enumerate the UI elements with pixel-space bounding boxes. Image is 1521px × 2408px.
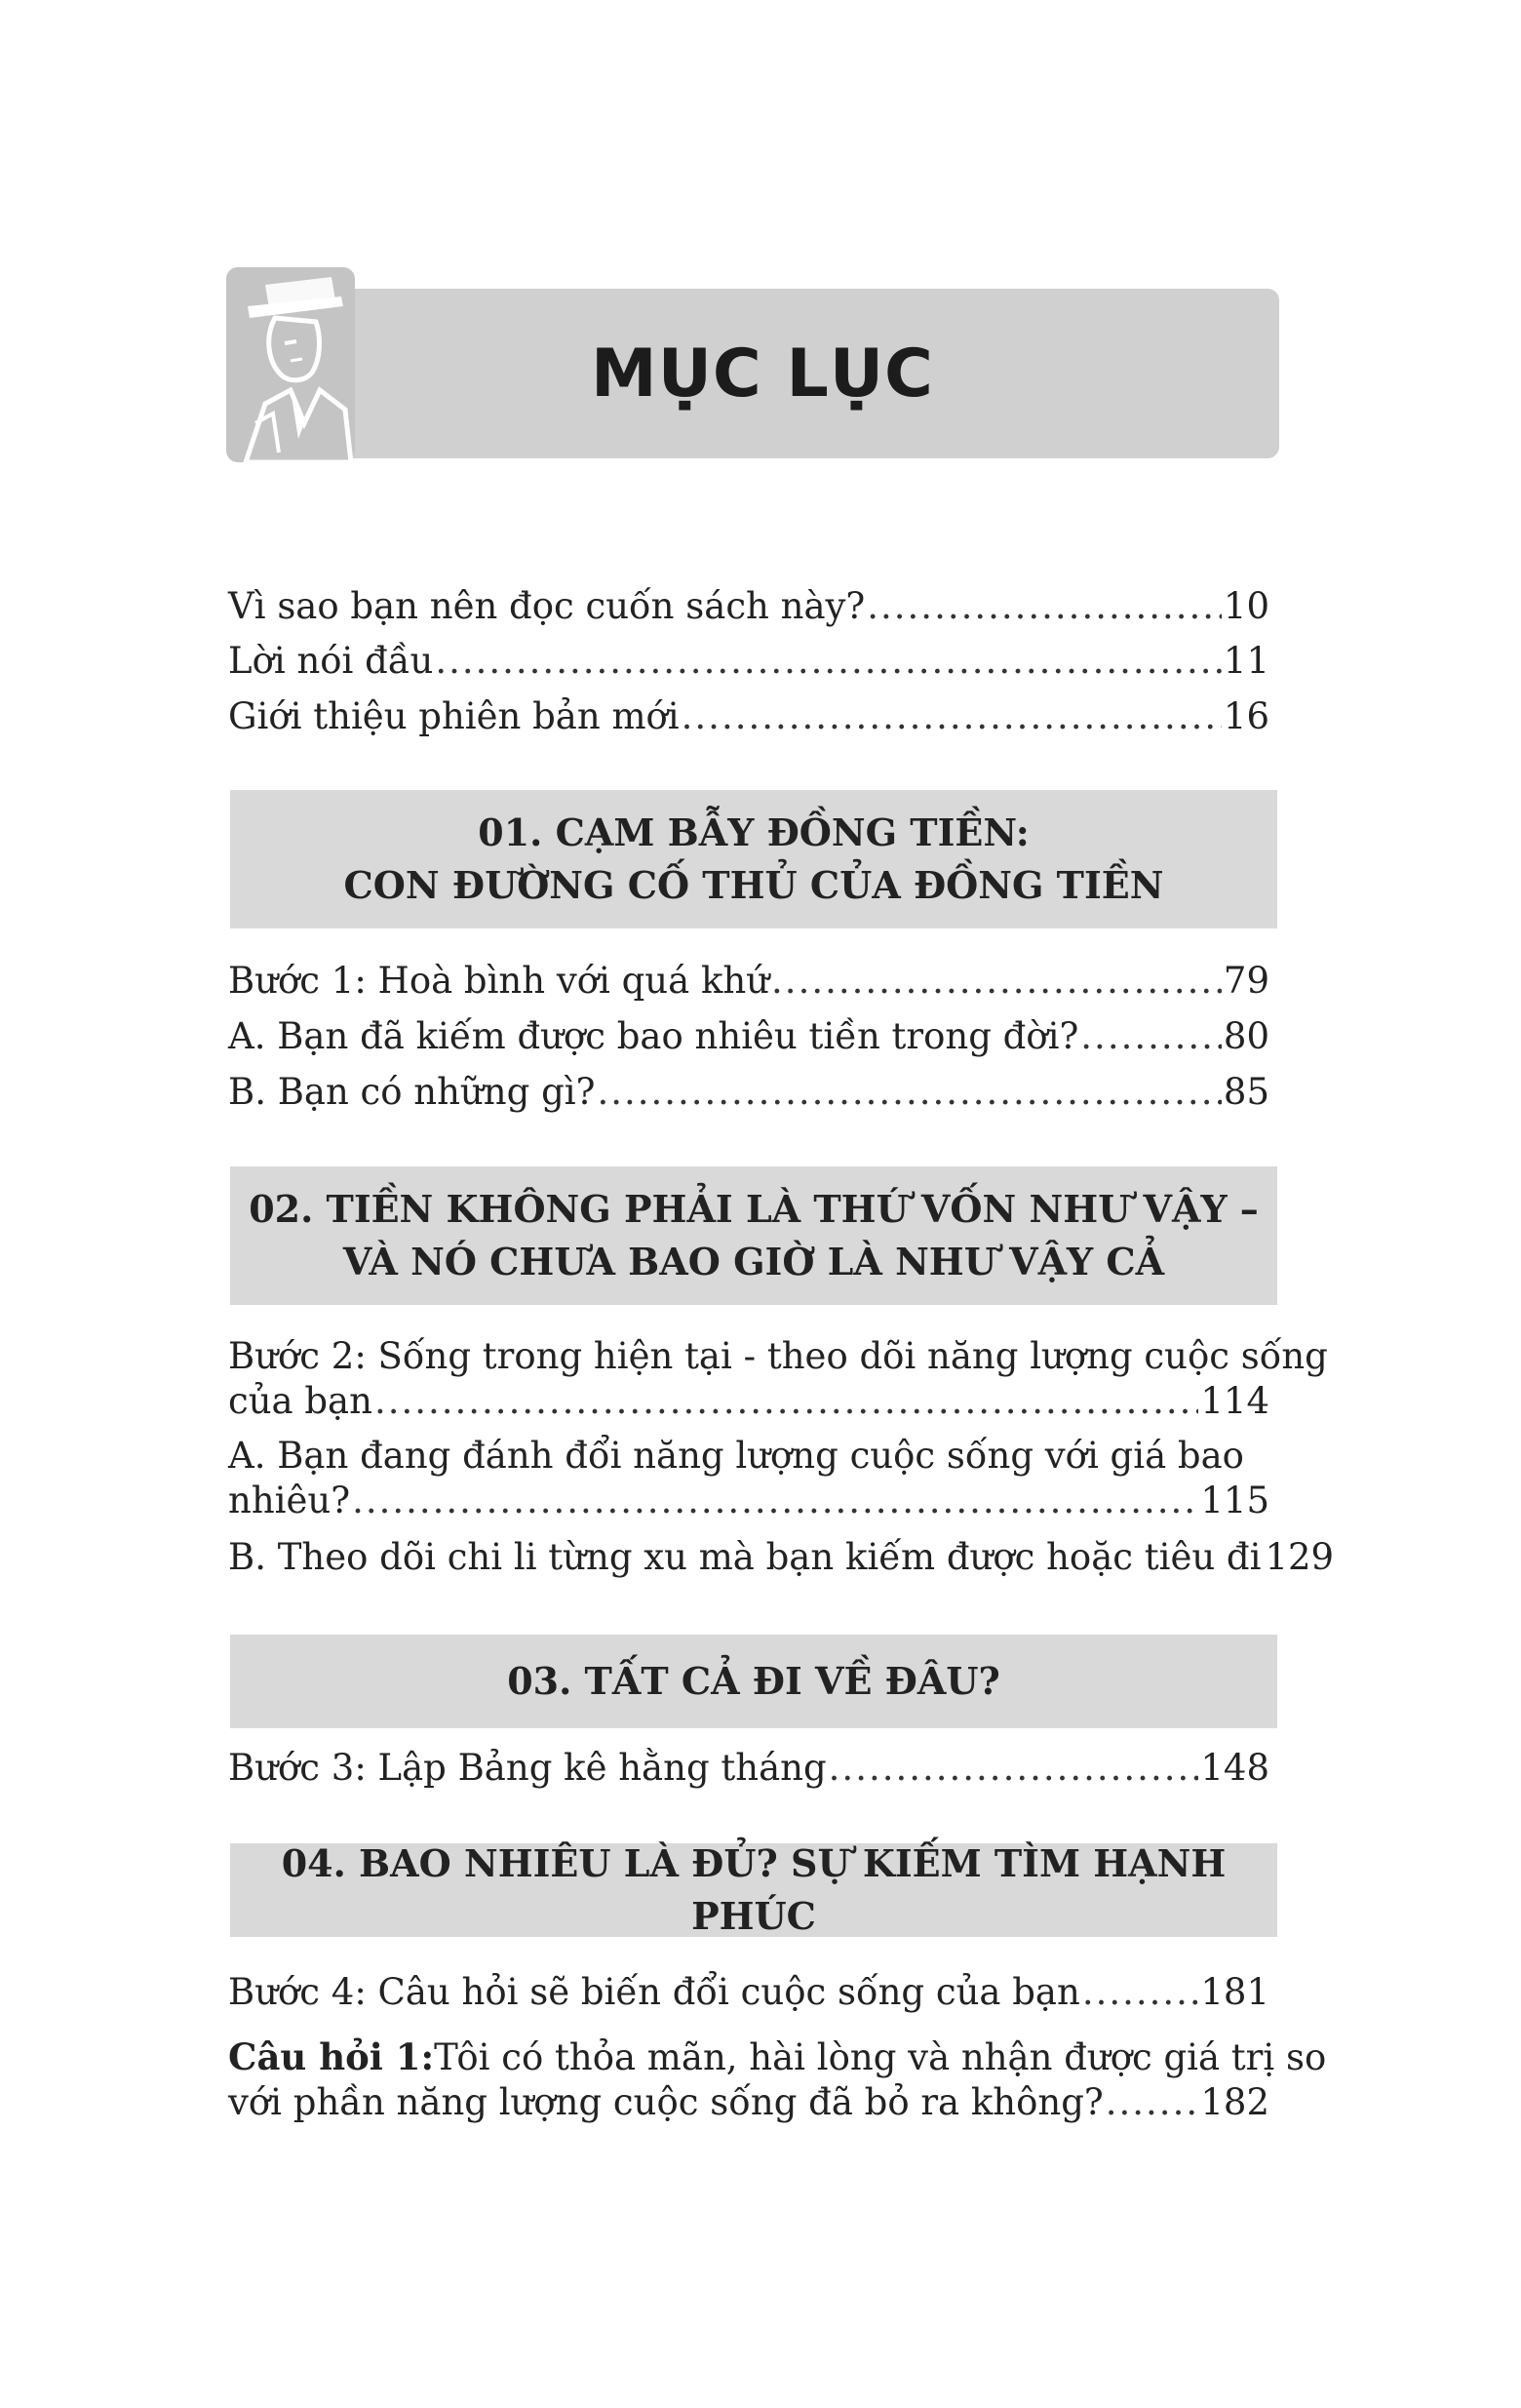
entry-page-number: 181	[1200, 1971, 1269, 2013]
toc-entry[interactable]	[228, 1434, 1269, 1523]
entry-title: Bước 4: Câu hỏi sẽ biến đổi cuộc sống của bạn	[228, 1971, 1080, 2013]
dot-leader	[1082, 1970, 1199, 2015]
entry-title: Vì sao bạn nên đọc cuốn sách này?	[228, 585, 866, 627]
dot-leader	[374, 1379, 1198, 1424]
entry-page-number: 16	[1223, 695, 1269, 737]
entry-page-number: 85	[1223, 1071, 1269, 1113]
dot-leader	[829, 1746, 1199, 1791]
question-label: Câu hỏi 1:	[228, 2035, 435, 2078]
entry-title-first-line: A. Bạn đang đánh đổi năng lượng cuộc sống với giá bao	[228, 1435, 1244, 1477]
toc-entry[interactable]	[228, 2034, 1327, 2125]
entry-page-number: 10	[1223, 585, 1269, 627]
entry-title: của bạn	[228, 1380, 372, 1422]
toc-entry[interactable]	[228, 1070, 1269, 1115]
section-heading-line: 04. BAO NHIÊU LÀ ĐỦ? SỰ KIẾM TÌM HẠNH PHÚC	[281, 1841, 1227, 1938]
toc-entry[interactable]	[228, 1014, 1269, 1059]
entry-title: B. Theo dõi chi li từng xu mà bạn kiếm được hoặc tiêu đi	[228, 1536, 1262, 1578]
section-heading-line: 03. TẤT CẢ ĐI VỀ ĐÂU?	[507, 1659, 1000, 1703]
section-heading-line: 01. CẠM BẪY ĐỒNG TIỀN:	[478, 810, 1030, 854]
dot-leader	[597, 1070, 1221, 1115]
entry-title: Lời nói đầu	[228, 640, 434, 682]
section-heading-line: CON ĐƯỜNG CỐ THỦ CỦA ĐỒNG TIỀN	[343, 863, 1164, 907]
entry-page-number: 79	[1223, 960, 1269, 1002]
entry-title: với phần năng lượng cuộc sống đã bỏ ra không?	[228, 2081, 1104, 2123]
entry-page-number: 182	[1200, 2081, 1269, 2123]
entry-page-number: 11	[1223, 640, 1269, 682]
entry-title: A. Bạn đã kiếm được bao nhiêu tiền trong đời?	[228, 1015, 1079, 1057]
toc-header-banner	[226, 289, 1279, 458]
section-heading-line: VÀ NÓ CHƯA BAO GIỜ LÀ NHƯ VẬY CẢ	[342, 1240, 1165, 1283]
entry-title-first-line: Tôi có thỏa mãn, hài lòng và nhận được giá trị so	[434, 2036, 1327, 2078]
entry-title: Bước 1: Hoà bình với quá khứ	[228, 960, 770, 1002]
toc-entry[interactable]	[228, 1746, 1269, 1791]
toc-entry[interactable]	[228, 694, 1269, 739]
section-heading-02[interactable]	[230, 1166, 1277, 1305]
entry-page-number: 80	[1223, 1015, 1269, 1057]
entry-page-number: 114	[1200, 1380, 1269, 1422]
entry-title: B. Bạn có những gì?	[228, 1071, 596, 1113]
dot-leader	[682, 694, 1222, 739]
dot-leader	[435, 639, 1222, 684]
page-title: MỤC LỤC	[591, 335, 934, 413]
entry-page-number: 115	[1200, 1480, 1269, 1521]
toc-entry[interactable]	[228, 1535, 1335, 1580]
toc-entry[interactable]	[228, 639, 1269, 684]
entry-title: Bước 3: Lập Bảng kê hằng tháng	[228, 1747, 827, 1789]
dot-leader	[771, 959, 1222, 1004]
entry-title-first-line: Bước 2: Sống trong hiện tại - theo dõi năng lượng cuộc sống	[228, 1335, 1328, 1377]
toc-entry[interactable]	[228, 1334, 1328, 1424]
toc-entry[interactable]	[228, 959, 1269, 1004]
dot-leader	[352, 1479, 1198, 1523]
dot-leader	[1080, 1014, 1222, 1059]
entry-title: nhiêu?	[228, 1480, 351, 1521]
entry-page-number: 148	[1200, 1747, 1269, 1789]
section-heading-04[interactable]	[230, 1843, 1277, 1937]
section-heading-01[interactable]	[230, 790, 1277, 928]
section-heading-03[interactable]	[230, 1635, 1277, 1728]
dot-leader	[1106, 2080, 1199, 2125]
dot-leader	[867, 584, 1222, 629]
toc-entry[interactable]	[228, 1970, 1269, 2015]
section-heading-line: 02. TIỀN KHÔNG PHẢI LÀ THỨ VỐN NHƯ VẬY –	[249, 1187, 1259, 1231]
entry-title: Giới thiệu phiên bản mới	[228, 695, 680, 737]
toc-entry[interactable]	[228, 584, 1269, 629]
entry-page-number: 129	[1265, 1536, 1335, 1578]
